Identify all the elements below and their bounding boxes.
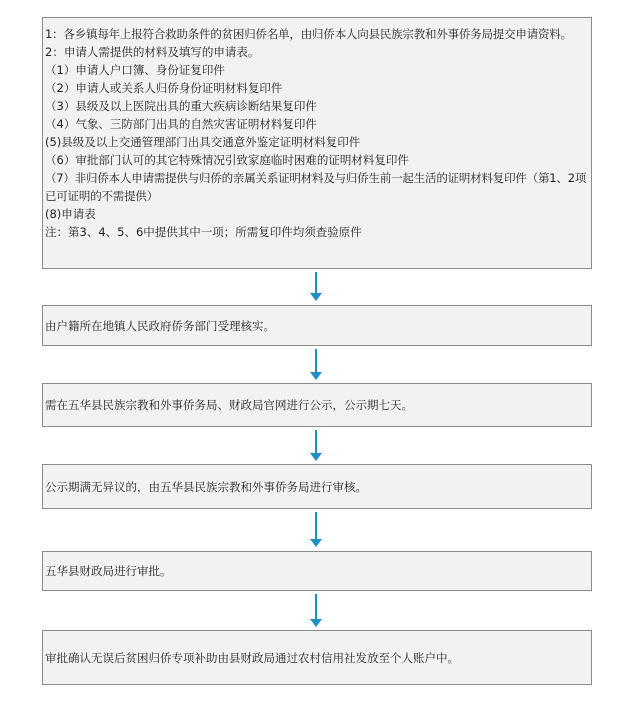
step-3-text: 需在五华县民族宗教和外事侨务局、财政局官网进行公示，公示期七天。 (45, 398, 413, 412)
flow-arrow-1 (306, 272, 326, 302)
step-1-line-7: (5)县级及以上交通管理部门出具交通意外鉴定证明材料复印件 (45, 135, 361, 149)
step-1-line-2: 2：申请人需提供的材料及填写的申请表。 (45, 45, 260, 59)
step-1-line-10: (8)申请表 (45, 207, 96, 221)
flow-arrow-4 (306, 512, 326, 548)
step-1-line-9: （7）非归侨本人申请需提供与归侨的亲属关系证明材料及与归侨生前一起生活的证明材料复印件（第1、2项已可证明的不需提供） (45, 171, 587, 203)
step-4-box (42, 464, 592, 509)
step-6-text: 审批确认无误后贫困归侨专项补助由县财政局通过农村信用社发放至个人账户中。 (45, 650, 459, 665)
step-1-line-1: 1：各乡镇每年上报符合救助条件的贫困归侨名单，由归侨本人向县民族宗教和外事侨务局提交申请资料。 (45, 27, 572, 41)
step-1-line-5: （3）县级及以上医院出具的重大疾病诊断结果复印件 (45, 99, 317, 113)
step-2-box (42, 305, 592, 346)
step-1-line-4: （2）申请人或关系人归侨身份证明材料复印件 (45, 81, 283, 95)
step-6-box (42, 630, 592, 685)
step-1-line-11: 注：第3、4、5、6中提供其中一项；所需复印件均须查验原件 (45, 225, 362, 239)
step-1-line-8: （6）审批部门认可的其它特殊情况引致家庭临时困难的证明材料复印件 (45, 153, 409, 167)
step-1-line-6: （4）气象、三防部门出具的自然灾害证明材料复印件 (45, 117, 317, 131)
step-1-line-3: （1）申请人户口簿、身份证复印件 (45, 63, 225, 77)
step-5-text: 五华县财政局进行审批。 (45, 564, 172, 578)
flow-arrow-5 (306, 594, 326, 628)
step-2-text: 由户籍所在地镇人民政府侨务部门受理核实。 (45, 318, 275, 333)
step-3-box (42, 383, 592, 427)
step-5-box (42, 551, 592, 591)
flow-arrow-2 (306, 349, 326, 381)
step-1-application-materials-box (42, 17, 592, 269)
step-4-text: 公示期满无异议的，由五华县民族宗教和外事侨务局进行审核。 (45, 479, 367, 494)
flow-arrow-3 (306, 430, 326, 462)
